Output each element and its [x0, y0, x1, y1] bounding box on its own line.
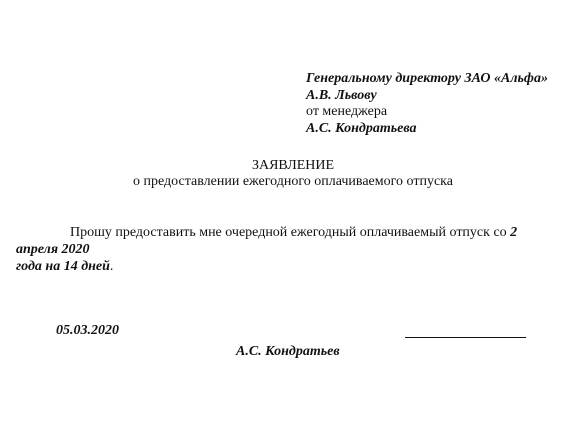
addressee-name: А.В. Львову — [306, 88, 377, 103]
signature-name: А.С. Кондратьев — [236, 344, 340, 359]
document-subtitle: о предоставлении ежегодного оплачиваемого отпуска — [133, 174, 453, 189]
body-line-1-text: Прошу предоставить мне очередной ежегодный оплачиваемый отпуск со — [70, 225, 511, 240]
document-date: 05.03.2020 — [56, 323, 119, 338]
sender-name: А.С. Кондратьева — [306, 121, 417, 136]
body-line-3 — [16, 258, 113, 276]
body-line-2: апреля 2020 — [16, 242, 90, 257]
body-line-3-tail: . — [109, 259, 114, 274]
sender-label: от менеджера — [306, 104, 388, 119]
body-line-1 — [70, 224, 517, 242]
body-line-1-emphasis: 2 — [510, 225, 518, 240]
signature-line — [405, 337, 526, 338]
addressee-position: Генеральному директору ЗАО «Альфа» — [306, 71, 548, 86]
body-line-3-emphasis: года на 14 дней — [16, 259, 110, 274]
document-title: ЗАЯВЛЕНИЕ — [251, 158, 335, 173]
